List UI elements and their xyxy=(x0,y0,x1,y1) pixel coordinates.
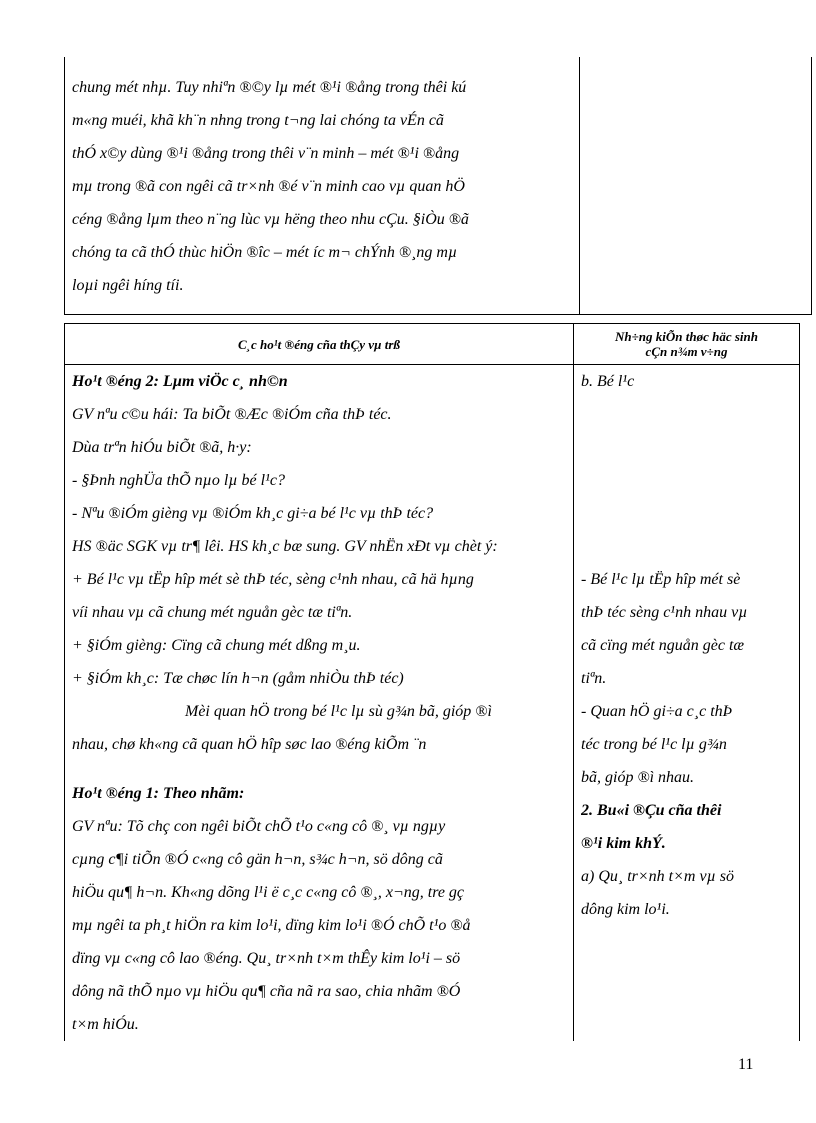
text-line: + §iÓm gièng: Cïng cã chung mét dßng m¸u. xyxy=(72,637,361,654)
activities-cell xyxy=(65,365,574,1042)
text-line: thÓ x©y dùng ®¹i ®ång trong thêi v¨n minh – mét ®¹i ®ång xyxy=(72,145,460,162)
text-line: bã, gióp ®ì nhau. xyxy=(581,769,695,786)
text-line: víi nhau vµ cã chung mét nguån gèc tæ tiªn. xyxy=(72,604,353,621)
text-line: cµng c¶i tiÕn ®Ó c«ng cô gän h¬n, s¾c h¬n, sö dông cã xyxy=(72,851,443,868)
text-line: a) Qu¸ tr×nh t×m vµ sö xyxy=(581,868,735,885)
text-line: GV nªu c©u hái: Ta biÕt ®Æc ®iÓm cña thÞ téc. xyxy=(72,406,392,423)
section-title: b. Bé l¹c xyxy=(581,373,635,390)
text-line: GV nªu: Tõ chç con ngêi biÕt chÕ t¹o c«ng cô ®¸ vµ ngµy xyxy=(72,818,446,835)
main-table xyxy=(64,323,800,1041)
text-line: céng ®ång lµm theo n¨ng lùc vµ hëng theo nhu cÇu. §iÒu ®ã xyxy=(72,211,469,228)
top-table-left-cell xyxy=(65,57,580,315)
text-line: + §iÓm kh¸c: Tæ chøc lín h¬n (gåm nhiÒu thÞ téc) xyxy=(72,670,404,687)
text-line: thÞ téc sèng c¹nh nhau vµ xyxy=(581,604,748,621)
knowledge-cell xyxy=(574,365,800,1042)
text-line: - Nªu ®iÓm gièng vµ ®iÓm kh¸c gi÷a bé l¹c vµ thÞ téc? xyxy=(72,505,434,522)
text-line: cã cïng mét nguån gèc tæ xyxy=(581,637,745,654)
text-line: chung mét nhµ. Tuy nhiªn ®©y lµ mét ®¹i ®ång trong thêi kú xyxy=(72,79,467,96)
text-line: - §Þnh nghÜa thÕ nµo lµ bé l¹c? xyxy=(72,472,285,489)
text-line: HS ®äc SGK vµ tr¶ lêi. HS kh¸c bæ sung. GV nhËn xÐt vµ chèt ý: xyxy=(72,538,498,555)
text-line: mµ ngêi ta ph¸t hiÖn ra kim lo¹i, dïng kim lo¹i ®Ó chÕ t¹o ®å xyxy=(72,917,471,934)
text-line: mµ trong ®ã con ngêi cã tr×nh ®é v¨n minh cao vµ quan hÖ xyxy=(72,178,465,195)
page-number: 11 xyxy=(738,1056,754,1073)
text-line: t×m hiÓu. xyxy=(72,1016,139,1033)
text-line: dông kim lo¹i. xyxy=(581,901,670,918)
text-line: téc trong bé l¹c lµ g¾n xyxy=(581,736,727,753)
text-line: - Quan hÖ gi÷a c¸c thÞ xyxy=(581,703,733,720)
section-title: Ho¹t ®éng 1: Theo nhãm: xyxy=(72,785,245,802)
text-line: + Bé l¹c vµ tËp hîp mét sè thÞ téc, sèng c¹nh nhau, cã hä hµng xyxy=(72,571,474,588)
text-line: Dùa trªn hiÓu biÕt ®ã, h·y: xyxy=(72,439,252,456)
text-line: m«ng muéi, khã kh¨n nhng trong t¬ng lai chóng ta vÉn cã xyxy=(72,112,444,129)
text-line: hiÖu qu¶ h¬n. Kh«ng dõng l¹i ë c¸c c«ng cô ®¸, x¬ng, tre gç xyxy=(72,884,465,901)
top-table-right-cell xyxy=(580,57,812,315)
section-title: 2. Bu«i ®Çu cña thêi xyxy=(581,802,722,819)
section-title: Ho¹t ®éng 2: Lµm viÖc c¸ nh©n xyxy=(72,373,288,390)
section-title: ®¹i kim khÝ. xyxy=(581,835,666,852)
text-line: loµi ngêi híng tíi. xyxy=(72,277,184,294)
text-line: nhau, chø kh«ng cã quan hÖ hîp søc lao ®éng kiÕm ¨n xyxy=(72,736,427,753)
text-line: Mèi quan hÖ trong bé l¹c lµ sù g¾n bã, gióp ®ì xyxy=(185,703,492,720)
text-line: chóng ta cã thÓ thùc hiÖn ®îc – mét íc m¬ chÝnh ®¸ng mµ xyxy=(72,244,458,261)
text-line: dông nã thÕ nµo vµ hiÖu qu¶ cña nã ra sao, chia nhãm ®Ó xyxy=(72,983,461,1000)
text-line: tiªn. xyxy=(581,670,607,687)
text-line: - Bé l¹c lµ tËp hîp mét sè xyxy=(581,571,741,588)
header-activities: C¸c ho¹t ®éng cña thÇy vµ trß xyxy=(65,324,574,365)
top-table xyxy=(64,57,812,315)
text-line: dïng vµ c«ng cô lao ®éng. Qu¸ tr×nh t×m thÊy kim lo¹i – sö xyxy=(72,950,461,967)
header-knowledge: Nh÷ng kiÕn thøc häc sinh cÇn n¾m v÷ng xyxy=(574,324,800,365)
